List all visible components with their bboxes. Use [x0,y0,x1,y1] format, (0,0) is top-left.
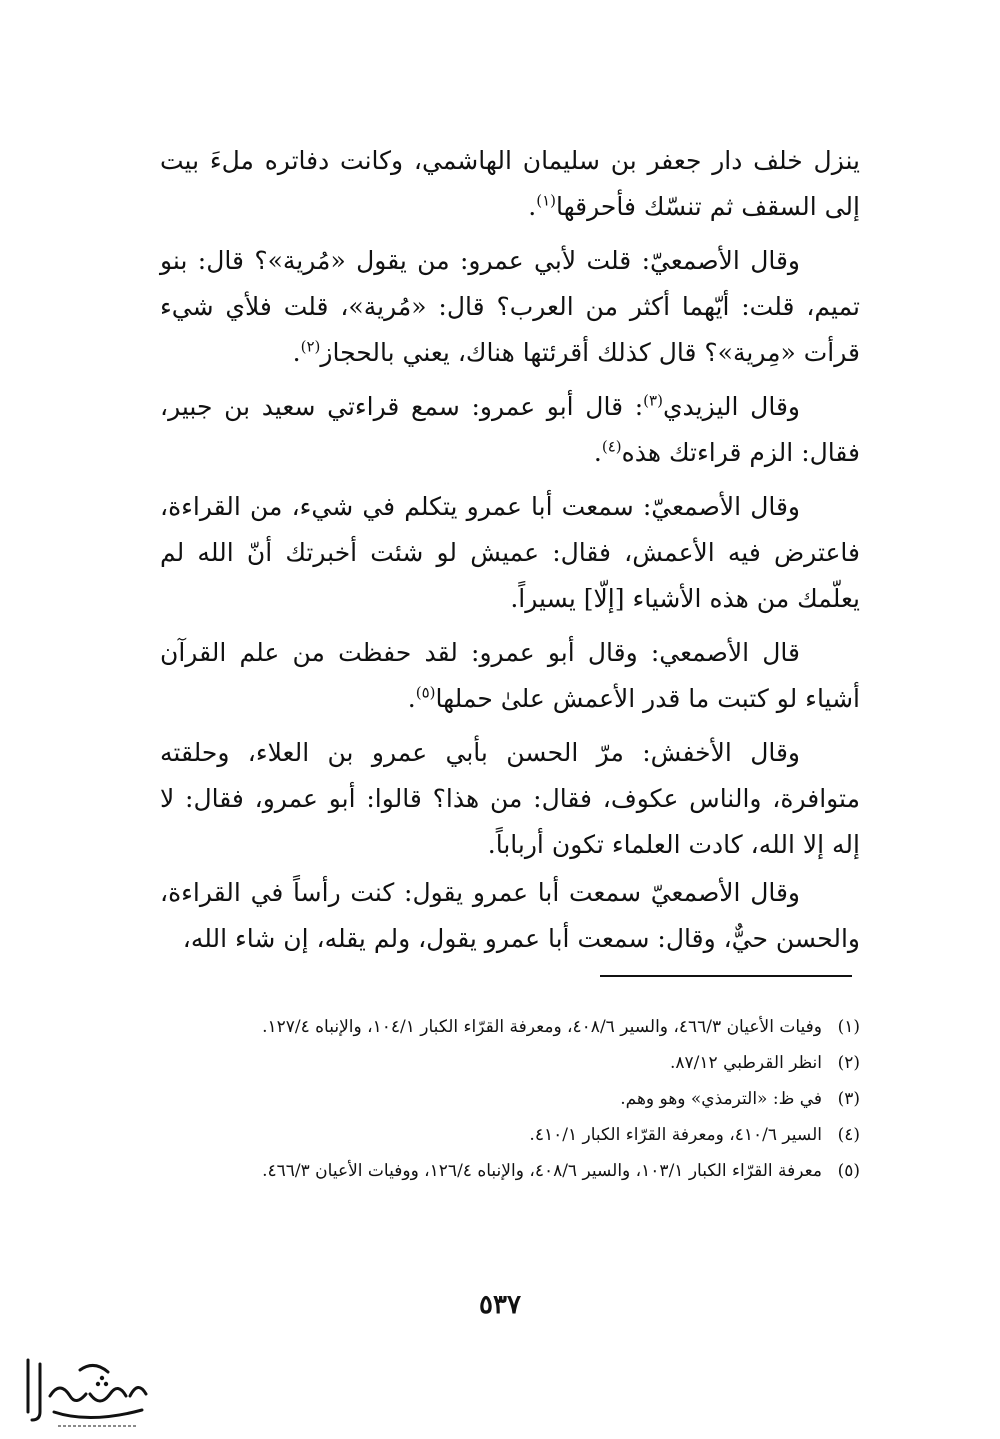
footnote-4 [160,1118,860,1152]
footnotes [160,1010,860,1190]
paragraph-2-text: وقال الأصمعيّ: قلت لأبي عمرو: من يقول «مُرية»؟ قال: بنو تميم، قلت: أيّهما أكثر من العرب؟ قال: «مُرية»، قلت فلأي شيء قرأت «مِرية»؟ قال كذلك أقرئتها هناك، يعني بالحجاز [160,246,860,367]
footnote-ref-5[interactable]: (٥) [415,683,436,702]
paragraph-5-end: . [407,684,416,713]
paragraph-5 [160,630,860,722]
footnote-ref-1[interactable]: (١) [536,191,557,210]
footnote-text: انظر القرطبي ٨٧/١٢. [670,1053,822,1073]
paragraph-2 [160,238,860,376]
paragraph-3-text: : قال أبو عمرو: سمع قراءتي سعيد بن جبير، فقال: الزم قراءتك هذه [160,392,860,467]
paragraph-3-end: . [593,438,602,467]
footnote-text: معرفة القرّاء الكبار ١٠٣/١، والسير ٤٠٨/٦، والإنباه ١٢٦/٤، ووفيات الأعيان ٤٦٦/٣. [262,1161,822,1181]
footnote-separator [600,975,852,977]
footnote-ref-3[interactable]: (٣) [643,391,663,410]
footnote-number: (٣) [837,1089,860,1109]
paragraph-6-text: وقال الأخفش: مرّ الحسن بأبي عمرو بن العلاء، وحلقته متوافرة، والناس عكوف، فقال: من هذا؟ قالوا: أبو عمرو، فقال: لا إله إلا الله، كادت العلماء تكون أرباباً. [160,738,860,859]
paragraph-4 [160,484,860,622]
paragraph-3-lead: وقال اليزيدي [662,392,800,421]
footnote-ref-2[interactable]: (٢) [300,337,321,356]
paragraph-7-text: وقال الأصمعيّ سمعت أبا عمرو يقول: كنت رأساً في القراءة، والحسن حيٌّ، وقال: سمعت أبا عمرو يقول، ولم يقله، إن شاء الله، [160,878,860,953]
footnote-text: السير ٤١٠/٦، ومعرفة القرّاء الكبار ٤١٠/١. [529,1125,822,1145]
footnote-number: (٢) [837,1053,860,1073]
paragraph-1-end: . [528,192,537,221]
footnote-text: في ظ: «الترمذي» وهو وهم. [620,1089,822,1109]
footnote-1 [160,1010,860,1044]
paragraph-4-text: وقال الأصمعيّ: سمعت أبا عمرو يتكلم في شيء، من القراءة، فاعترض فيه الأعمش، فقال: عميش لو شئت أخبرتك أنّ الله لم يعلّمك من هذه الأشياء [إلّا] يسيراً. [160,492,860,613]
paragraph-7 [160,870,860,962]
paragraph-3 [160,384,860,476]
footnote-number: (٥) [837,1161,860,1181]
footnote-2 [160,1046,860,1080]
almoshahed-logo-icon [10,1350,160,1430]
paragraph-6 [160,730,860,868]
paragraph-5-text: قال الأصمعي: وقال أبو عمرو: لقد حفظت من علم القرآن أشياء لو كتبت ما قدر الأعمش علىٰ حملها [160,638,860,713]
footnote-number: (١) [837,1017,860,1037]
page-number: ٥٣٧ [479,1290,521,1320]
footnote-number: (٤) [837,1125,860,1145]
paragraph-2-end: . [292,338,301,367]
footnote-3 [160,1082,860,1116]
paragraph-1 [160,138,860,230]
footnote-text: وفيات الأعيان ٤٦٦/٣، والسير ٤٠٨/٦، ومعرفة القرّاء الكبار ١٠٤/١، والإنباه ١٢٧/٤. [262,1017,822,1037]
footnote-ref-4[interactable]: (٤) [601,437,622,456]
footnote-5 [160,1154,860,1188]
main-text [160,138,860,970]
paragraph-1-text: ينزل خلف دار جعفر بن سليمان الهاشمي، وكانت دفاتره ملءَ بيت إلى السقف ثم تنسّك فأحرقها [160,146,860,221]
